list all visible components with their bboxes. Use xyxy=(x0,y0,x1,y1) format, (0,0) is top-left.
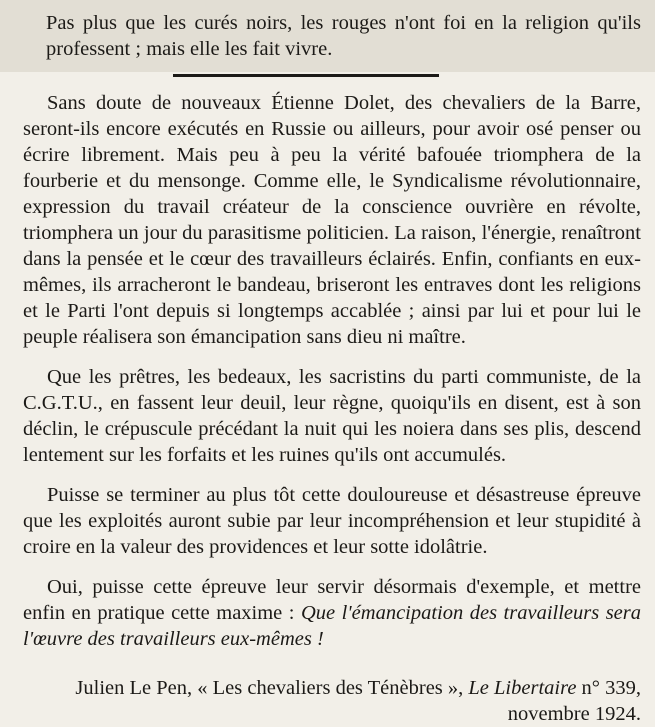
author-and-title: Julien Le Pen, « Les chevaliers des Ténèbres », xyxy=(75,677,469,699)
signature xyxy=(23,675,641,727)
signature-line-1 xyxy=(23,675,641,701)
paragraph-1: Sans doute de nouveaux Étienne Dolet, des chevaliers de la Barre, seront-ils encore exécutés en Russie ou ailleurs, pour avoir osé penser ou écrire librement. Mais peu à peu la vérité bafouée triomphera de la fourberie et du mensonge. Comme elle, le Syndicalisme révolutionnaire, expression du travail créateur de la conscience ouvrière en révolte, triomphera un jour du parasitisme politicien. La raison, l'énergie, renaîtront dans la pensée et le cœur des travailleurs éclairés. Enfin, confiants en eux-mêmes, ils arracheront le bandeau, briseront les entraves dont les religions et le Parti l'ont depuis si longtemps accablée ; ainsi par lui et pour lui le peuple réalisera son émancipation sans dieu ni maître. xyxy=(23,92,641,348)
epigraph-box xyxy=(0,0,655,72)
paragraph-4-lead: Oui, puisse cette épreuve leur servir désormais d'exemple, et mettre enfin en pratique cette maxime : xyxy=(23,576,641,624)
paragraph-4 xyxy=(23,574,641,652)
publication-name: Le Libertaire xyxy=(468,677,577,699)
epigraph-text: Pas plus que les curés noirs, les rouges n'ont foi en la religion qu'ils professent ; mais elle les fait vivre. xyxy=(46,12,641,60)
paragraph-3: Puisse se terminer au plus tôt cette douloureuse et désastreuse épreuve que les exploités auront subie par leur incompréhension et leur stupidité à croire en la valeur des providences et leur sotte idolâtrie. xyxy=(23,484,641,558)
paragraph-2: Que les prêtres, les bedeaux, les sacristins du parti communiste, de la C.G.T.U., en fassent leur deuil, leur règne, quoiqu'ils en disent, est à son déclin, le crépuscule précédant la nuit qui les noiera dans ses plis, descend lentement sur les forfaits et les ruines qu'ils ont accumulés. xyxy=(23,366,641,466)
maxim-text: Que l'émancipation des travailleurs sera l'œuvre des travailleurs eux-mêmes ! xyxy=(23,602,641,650)
issue-number: n° 339, xyxy=(576,677,641,699)
section-divider xyxy=(173,74,439,77)
publication-date: novembre 1924. xyxy=(507,703,641,725)
